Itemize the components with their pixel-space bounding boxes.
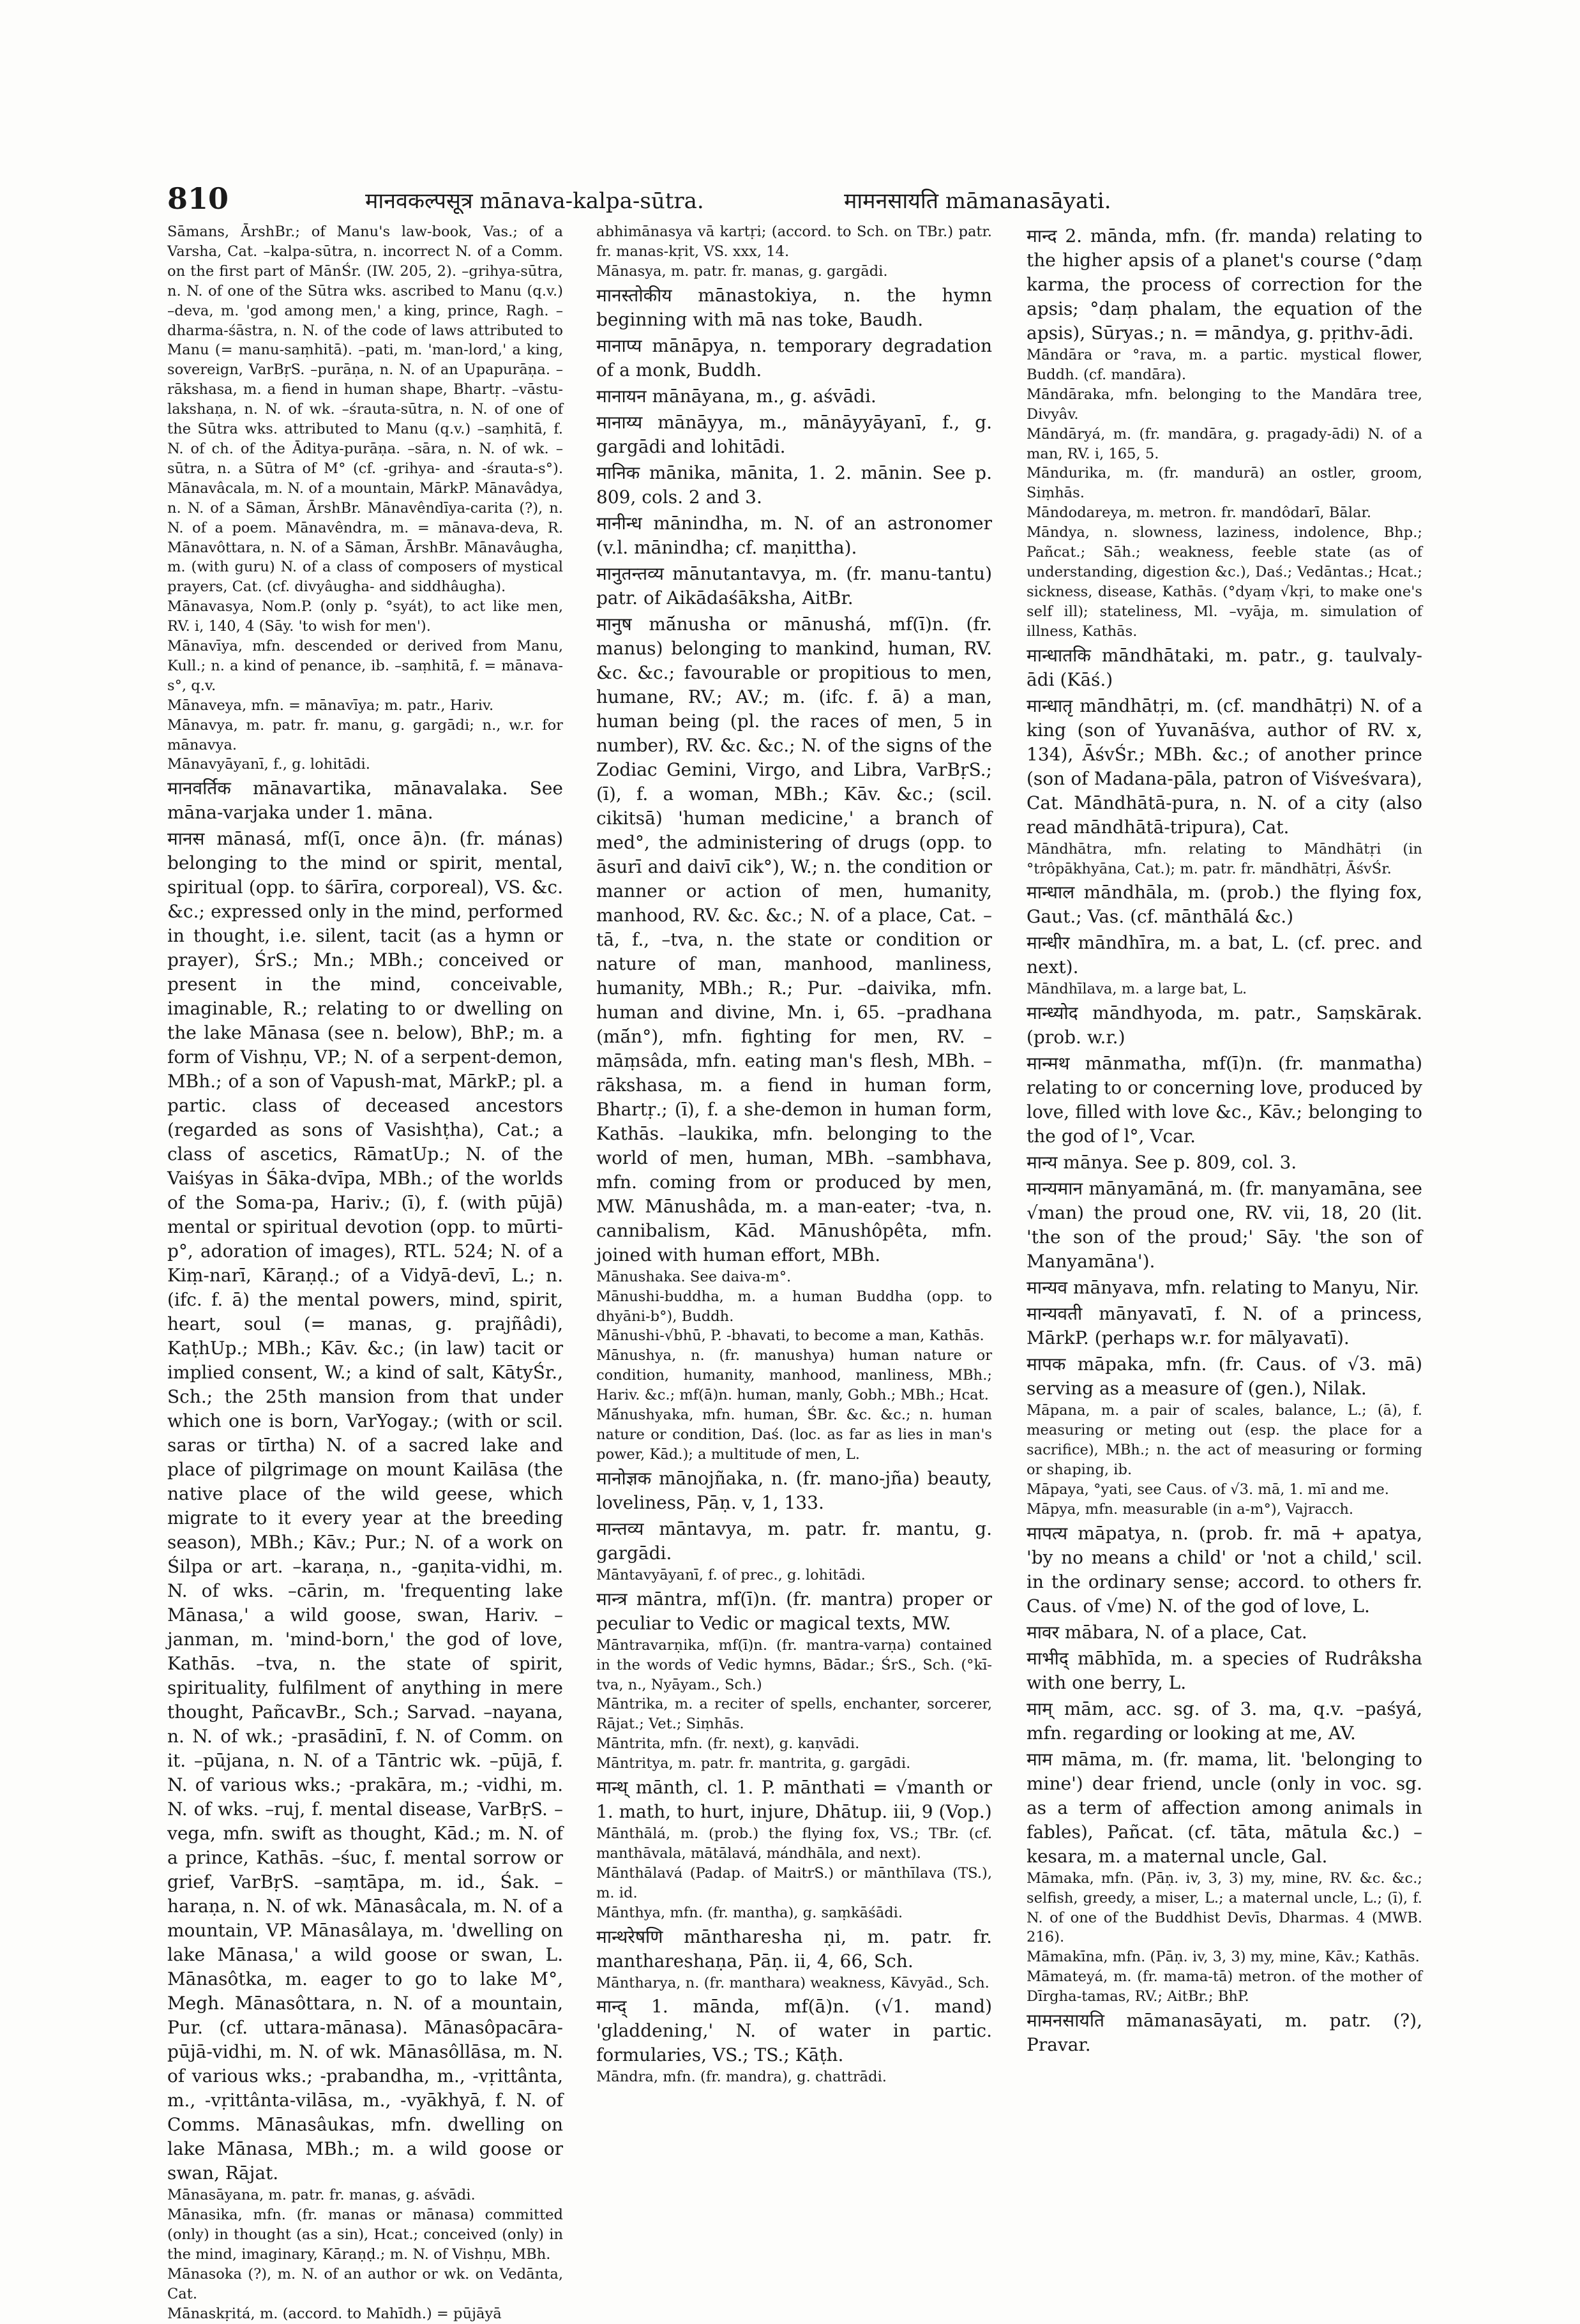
dictionary-entry: Māndāraka, mfn. belonging to the Mandāra tree, Divyâv. (1027, 386, 1422, 423)
dictionary-entry: Māndodareya, m. metron. fr. mandôdarī, Bālar. (1027, 504, 1372, 522)
dictionary-entry: Māpya, mfn. measurable (in a-m°), Vajracch. (1027, 1500, 1354, 1518)
dictionary-entry: Sāmans, ĀrshBr.; of Manu's law-book, Vas.; of a Varsha, Cat. –kalpa-sūtra, n. incorrect N. of a Comm. on the first part of MānŚr. (IW. 205, 2). –grihya-sūtra, n. N. of one of the Sūtra wks. ascribed to Manu (q.v.) –deva, m. 'god among men,' a king, prince, Ragh. –dharma-śāstra, n. N. of the code of laws attributed to Manu (= manu-saṃhitā). –pati, m. 'man-lord,' a king, sovereign, VarBṛS. –purāṇa, n. N. of an Upapurāṇa. –rākshasa, m. a fiend in human shape, Bhartṛ. –vāstu-lakshaṇa, n. N. of wk. –śrauta-sūtra, n. N. of one of the Sūtra wks. attributed to Manu (q.v.) –saṃhitā, f. N. of ch. of the Āditya-purāṇa. –sāra, n. N. of wk. –sūtra, n. a Sūtra of M° (cf. -grihya- and -śrauta-s°). Mānavâcala, m. N. of a mountain, MārkP. Mānavâdya, n. N. of a Sāman, ĀrshBr. Mānavêndīya-carita (?), n. N. of a poem. Mānavêndra, m. = mānava-deva, R. Mānavôttara, n. N. of a Sāman, ĀrshBr. Mānavâugha, m. (with guru) N. of a class of composers of mystical prayers, Cat. (cf. divyâugha- and siddhâugha). (167, 223, 563, 596)
dictionary-entry: Mānasya, m. patr. fr. manas, g. gargādi. (596, 262, 888, 280)
dictionary-entry: Mānasoka (?), m. N. of an author or wk. on Vedānta, Cat. (167, 2266, 563, 2302)
dictionary-entry: मान्थ् mānth, cl. 1. P. mānthati = √manth or 1. math, to hurt, injure, Dhātup. iii, 9 (Vop.) (596, 1777, 992, 1823)
dictionary-entry: मान्य mānya. See p. 809, col. 3. (1027, 1152, 1297, 1173)
column-3 (1027, 222, 1422, 2112)
dictionary-entry: abhimānasya vā kartṛi; (accord. to Sch. on TBr.) patr. fr. manas-kṛit, VS. xxx, 14. (596, 223, 992, 260)
dictionary-entry: Māndhīlava, m. a large bat, L. (1027, 981, 1247, 998)
dictionary-entry: मानस mānasá, mf(ī, once ā)n. (fr. mánas) belonging to the mind or spirit, mental, spiritual (opp. to śārīra, corporeal), VS. &c. &c.; expressed only in the mind, performed in thought, i.e. silent, tacit (as a hymn or prayer), ŚrS.; Mn.; MBh.; conceived or present in the mind, conceivable, imaginable, R.; relating to or dwelling on the lake Mānasa (see n. below), BhP.; m. a form of Vishṇu, VP.; N. of a serpent-demon, MBh.; of a son of Vapush-mat, MārkP.; pl. a partic. class of deceased ancestors (regarded as sons of Vasishṭha), Cat.; a class of ascetics, RāmatUp.; N. of the Vaiśyas in Śāka-dvīpa, MBh.; of the worlds of the Soma-pa, Hariv.; (ī), f. (with pūjā) mental or spiritual devotion (opp. to mūrti-p°, adoration of images), RTL. 524; N. of a Kiṃ-narī, Kāraṇḍ.; of a Vidyā-devī, L.; n. (ifc. f. ā) the mental powers, mind, spirit, heart, soul (= manas, g. prajñâdi), KaṭhUp.; MBh.; Kāv. &c.; (in law) tacit or implied consent, W.; a kind of salt, KātyŚr., Sch.; the 25th mansion from that under which one is born, VarYogay.; (with or scil. saras or tīrtha) N. of a sacred lake and place of pilgrimage on mount Kailāsa (the native place of the wild geese, which migrate to it every year at the breeding season), MBh.; Kāv.; Pur.; N. of a work on Śilpa or art. –karaṇa, n., -gaṇita-vidhi, m. N. of wks. –cārin, m. 'frequenting lake Mānasa,' a wild goose, swan, Hariv. –janman, m. 'mind-born,' the god of love, Kathās. –tva, n. the state of spirit, spirituality, fulfilment of anything in mere thought, PañcavBr., Sch.; Sarvad. –nayana, n. N. of wk.; -prasādinī, f. N. of Comm. on it. –pūjana, n. N. of a Tāntric wk. –pūjā, f. N. of various wks.; -prakāra, m.; -vidhi, m. N. of wks. –ruj, f. mental disease, VarBṛS. –vega, mfn. swift as thought, Kād.; m. N. of a prince, Kathās. –śuc, f. mental sorrow or grief, VarBṛS. –saṃtāpa, m. id., Śak. –haraṇa, n. N. of wk. Mānasâcala, m. N. of a mountain, VP. Mānasâlaya, m. 'dwelling on lake Mānasa,' a wild goose or swan, L. Mānasôtka, m. eager to go to lake M°, Megh. Mānasôttara, n. N. of a mountain, Pur. (cf. uttara-mānasa). Mānasôpacāra-pūjā-vidhi, m. N. of wk. Mānasôllāsa, m. N. of various wks.; -prabandha, m., -vṛittânta, m., -vṛittânta-vilāsa, m., -vyākhyā, f. N. of Comms. Mānasâukas, mfn. dwelling on lake Mānasa, MBh.; m. a wild goose or swan, Rājat. (167, 828, 563, 2184)
dictionary-entry: Mānavya, m. patr. fr. manu, g. gargādi; n., w.r. for mānavya. (167, 716, 563, 753)
column-1 (167, 222, 563, 2322)
dictionary-entry: मानोज्ञक mānojñaka, n. (fr. mano-jña) beauty, loveliness, Pāṇ. v, 1, 133. (596, 1467, 992, 1513)
dictionary-entry: Mānaskṛitá, m. (accord. to Mahīdh.) = pūjāyā (167, 2305, 502, 2322)
dictionary-entry: Mānaveya, mfn. = mānavīya; m. patr., Hariv. (167, 697, 494, 714)
dictionary-entry: Mānavīya, mfn. descended or derived from Manu, Kull.; n. a kind of penance, ib. –saṃhitā, f. = mānava-s°, q.v. (167, 638, 563, 694)
dictionary-entry: मान्त्र māntra, mf(ī)n. (fr. mantra) proper or peculiar to Vedic or magical texts, MW. (596, 1588, 992, 1634)
dictionary-entry: Mānushi-buddha, m. a human Buddha (opp. to dhyāni-b°), Buddh. (596, 1288, 992, 1325)
dictionary-entry: मानवर्तिक mānavartika, mānavalaka. See māna-varjaka under 1. māna. (167, 778, 563, 824)
dictionary-entry: Mānasāyana, m. patr. fr. manas, g. aśvādi. (167, 2187, 476, 2204)
dictionary-entry: मानस्तोकीय mānastokiya, n. the hymn beginning with mā nas toke, Baudh. (596, 284, 992, 330)
dictionary-entry: Māndāra or °rava, m. a partic. mystical flower, Buddh. (cf. mandāra). (1027, 347, 1422, 383)
dictionary-entry: मानायन mānāyana, m., g. aśvādi. (596, 385, 877, 407)
dictionary-entry: Māntavyāyanī, f. of prec., g. lohitādi. (596, 1566, 866, 1583)
dictionary-entry: मान्ध्योद māndhyoda, m. patr., Saṃskārak. (prob. w.r.) (1027, 1002, 1422, 1048)
dictionary-entry: मानुतन्तव्य mānutantavya, m. (fr. manu-tantu) patr. of Aikādaśāksha, AitBr. (596, 562, 992, 608)
dictionary-entry: Māmaka, mfn. (Pāṇ. iv, 3, 3) my, mine, RV. &c. &c.; selfish, greedy, a miser, L.; a maternal uncle, L.; (ī), f. N. of one of the Buddhist Devīs, Dharmas. 4 (MWB. 216). (1027, 1869, 1422, 1946)
left-running-head: मानवकल्पसूत्र mānava-kalpa-sūtra. (365, 188, 704, 214)
dictionary-entry: Mānthālá, m. (prob.) the flying fox, VS.; TBr. (cf. manthāvala, mātālavá, mándhāla, and next). (596, 1825, 992, 1862)
dictionary-columns (167, 222, 1422, 2322)
dictionary-entry: माम् mām, acc. sg. of 3. ma, q.v. –paśyá, mfn. regarding or looking at me, AV. (1027, 1698, 1422, 1744)
dictionary-entry: Māndāryá, m. (fr. mandāra, g. pragady-ādi) N. of a man, RV. i, 165, 5. (1027, 425, 1422, 462)
dictionary-entry: मान्धातकि māndhātaki, m. patr., g. taulvaly-ādi (Kāś.) (1027, 644, 1422, 690)
dictionary-entry: मान्द 2. mānda, mfn. (fr. manda) relating to the higher apsis of a planet's course (°daṃ karma, the process of correction for the apsis; °daṃ phalam, the equation of the apsis), Sūryas.; n. = māndya, g. pṛithv-ādi. (1027, 225, 1422, 343)
running-header (167, 181, 1418, 220)
dictionary-entry: मानाप्य mānāpya, n. temporary degradation of a monk, Buddh. (596, 335, 992, 381)
dictionary-entry: मानिक mānika, mānita, 1. 2. mānin. See p. 809, cols. 2 and 3. (596, 462, 992, 508)
dictionary-entry: मान्धातृ māndhātṛi, m. (cf. mandhātṛi) N. of a king (son of Yuvanāśva, author of RV. x, 134), ĀśvŚr.; MBh. &c.; of another prince (son of Madana-pāla, patron of Viśveśvara), Cat. Māndhātā-pura, n. N. of a city (also read māndhātā-tripura), Cat. (1027, 695, 1422, 838)
dictionary-entry: मापत्य māpatya, n. (prob. fr. mā + apatya, 'by no means a child' or 'not a child,' scil. in the ordinary sense; accord. to others fr. Caus. of √me) N. of the god of love, L. (1027, 1522, 1422, 1617)
dictionary-entry: मानुष mā́nusha or mānushá, mf(ī)n. (fr. manus) belonging to mankind, human, RV. &c. &c.; favourable or propitious to men, humane, RV.; AV.; m. (ifc. f. ā) a man, human being (pl. the races of men, 5 in number), RV. &c. &c.; N. of the signs of the Zodiac Gemini, Virgo, and Libra, VarBṛS.; (ī), f. a woman, MBh.; Kāv. &c.; (scil. cikitsā) 'human medicine,' a branch of med°, the administering of drugs (opp. to āsurī and daivī cik°), W.; n. the condition or manner or action of men, humanity, manhood, RV. &c. &c.; N. of a place, Cat. –tā, f., –tva, n. the state or condition or nature of man, manhood, manliness, humanity, MBh.; R.; Pur. –daivika, mfn. human and divine, Mn. i, 65. –pradhana (mā́n°), mfn. fighting for men, RV. –māṃsâda, mfn. eating man's flesh, MBh. –rākshasa, m. a fiend in human form, Bhartṛ.; (ī), f. a she-demon in human form, Kathās. –laukika, mfn. belonging to the world of men, human, MBh. –sambhava, mfn. coming from or produced by men, MW. Mānushâda, m. a man-eater; -tva, n. cannibalism, Kād. Mānushôpêta, mfn. joined with human effort, MBh. (596, 613, 992, 1265)
dictionary-entry: Mānushi-√bhū, P. -bhavati, to become a man, Kathās. (596, 1327, 984, 1345)
dictionary-entry: मान्द् 1. mānda, mf(ā)n. (√1. mand) 'gladdening,' N. of water in partic. formularies, VS.; TS.; Kāṭh. (596, 1996, 992, 2066)
dictionary-entry: Mānthālavá (Padap. of MaitrS.) or mānthīlava (TS.), m. id. (596, 1864, 992, 1901)
dictionary-entry: Mā́nushyaka, mfn. human, ŚBr. &c. &c.; n. human nature or condition, Daś. (loc. as far as lies in man's power, Kād.); a multitude of men, L. (596, 1407, 992, 1463)
dictionary-entry: मामनसायति māmanasāyati, m. patr. (?), Pravar. (1027, 2010, 1422, 2056)
dictionary-entry: Māndurika, m. (fr. mandurā) an ostler, groom, Siṃhās. (1027, 465, 1422, 502)
dictionary-entry: Māntrika, m. a reciter of spells, enchanter, sorcerer, Rājat.; Vet.; Siṃhās. (596, 1696, 992, 1733)
dictionary-entry: माभीद् mābhīda, m. a species of Rudrâksha with one berry, L. (1027, 1647, 1422, 1693)
dictionary-entry: मान्यवती mānyavatī, f. N. of a princess, MārkP. (perhaps w.r. for mālyavatī). (1027, 1303, 1422, 1349)
dictionary-entry: मान्मथ mānmatha, mf(ī)n. (fr. manmatha) relating to or concerning love, produced by love, filled with love &c., Kāv.; belonging to the god of l°, Vcar. (1027, 1053, 1422, 1147)
dictionary-entry: मान्यव mānyava, mfn. relating to Manyu, Nir. (1027, 1277, 1420, 1299)
dictionary-entry: मानीन्ध mānindha, m. N. of an astronomer (v.l. mānindha; cf. maṇittha). (596, 512, 992, 558)
dictionary-entry: Māntritya, m. patr. fr. mantrita, g. gargādi. (596, 1755, 911, 1772)
dictionary-entry: Māndya, n. slowness, laziness, indolence, Bhp.; Pañcat.; Sāh.; weakness, feeble state (as of understanding, digestion &c.), Daś.; Vedāntas.; Hcat.; sickness, disease, Kathās. (°dyaṃ √kṛi, to make one's self ill); stateliness, Ml. –vyāja, m. simulation of illness, Kathās. (1027, 524, 1422, 640)
dictionary-entry: मान्धीर māndhīra, m. a bat, L. (cf. prec. and next). (1027, 932, 1422, 978)
right-running-head: मामनसायति māmanasāyati. (844, 188, 1111, 214)
dictionary-entry: Mānasika, mfn. (fr. manas or mānasa) committed (only) in thought (as a sin), Hcat.; conceived (only) in the mind, imaginary, Kāraṇḍ.; m. N. of Vishṇu, MBh. (167, 2207, 563, 2263)
dictionary-entry: Māmakīna, mfn. (Pāṇ. iv, 3, 3) my, mine, Kāv.; Kathās. (1027, 1949, 1420, 1966)
dictionary-entry: Mānthya, mfn. (fr. mantha), g. saṃkāśādi. (596, 1904, 903, 1921)
dictionary-entry: Mānavyāyanī, f., g. lohitādi. (167, 756, 370, 773)
dictionary-entry: Māpana, m. a pair of scales, balance, L.; (ā), f. measuring or meting out (esp. the place for a sacrifice), MBh.; n. the act of measuring or forming or shaping, ib. (1027, 1402, 1422, 1479)
dictionary-entry: Māntravarṇika, mf(ī)n. (fr. mantra-varṇa) contained in the words of Vedic hymns, Bādar.; ŚrS., Sch. (°kī-tva, n., Nyāyam., Sch.) (596, 1636, 992, 1693)
dictionary-entry: मान्तव्य māntavya, m. patr. fr. mantu, g. gargādi. (596, 1518, 992, 1564)
dictionary-entry: माम māma, m. (fr. mama, lit. 'belonging to mine') dear friend, uncle (only in voc. sg. as a term of affection among animals in fables), Pañcat. (cf. tāta, mātula &c.) –kesara, m. a maternal uncle, Gal. (1027, 1748, 1422, 1867)
dictionary-entry: मान्यमान mānyamāná, m. (fr. manyamāna, see √man) the proud one, RV. vii, 18, 20 (lit. 'the son of the proud;' Sāy. 'the son of Manyamāna'). (1027, 1178, 1422, 1272)
dictionary-entry: Māpaya, °yati, see Caus. of √3. mā, 1. mī and me. (1027, 1481, 1389, 1498)
dictionary-entry: मावर mābara, N. of a place, Cat. (1027, 1621, 1307, 1643)
dictionary-entry: Māntrita, mfn. (fr. next), g. kaṇvādi. (596, 1735, 860, 1753)
dictionary-entry: मान्थरेषणि māntharesha ṇi, m. patr. fr. manthareshaṇa, Pāṇ. ii, 4, 66, Sch. (596, 1926, 992, 1972)
dictionary-entry: मान्धाल māndhāla, m. (prob.) the flying fox, Gaut.; Vas. (cf. mānthālá &c.) (1027, 882, 1422, 928)
dictionary-entry: Mānushya, n. (fr. manushya) human nature or condition, humanity, manhood, manliness, MBh.; Hariv. &c.; mf(ā)n. human, manly, Gobh.; MBh.; Hcat. (596, 1347, 992, 1404)
dictionary-entry: Mānushaka. See daiva-m°. (596, 1268, 792, 1285)
page-number: 810 (167, 181, 229, 216)
dictionary-entry: Māmateyá, m. (fr. mama-tā) metron. of the mother of Dīrgha-tamas, RV.; AitBr.; BhP. (1027, 1968, 1422, 2005)
dictionary-entry: Māndhātra, mfn. relating to Māndhātṛi (in °trôpākhyāna, Cat.); m. patr. fr. māndhātṛi, ĀśvŚr. (1027, 840, 1422, 877)
dictionary-entry: Māndra, mfn. (fr. mandra), g. chattrādi. (596, 2069, 887, 2086)
dictionary-entry: Mānavasya, Nom.P. (only p. °syát), to act like men, RV. i, 140, 4 (Sāy. 'to wish for men'). (167, 598, 563, 635)
dictionary-entry: Māntharya, n. (fr. manthara) weakness, Kāvyād., Sch. (596, 1974, 989, 1991)
dictionary-entry: मानाय्य mānāyya, m., mānāyyāyanī, f., g. gargādi and lohitādi. (596, 411, 992, 457)
column-2 (596, 222, 992, 2112)
dictionary-entry: मापक māpaka, mfn. (fr. Caus. of √3. mā) serving as a measure of (gen.), Nilak. (1027, 1354, 1422, 1400)
